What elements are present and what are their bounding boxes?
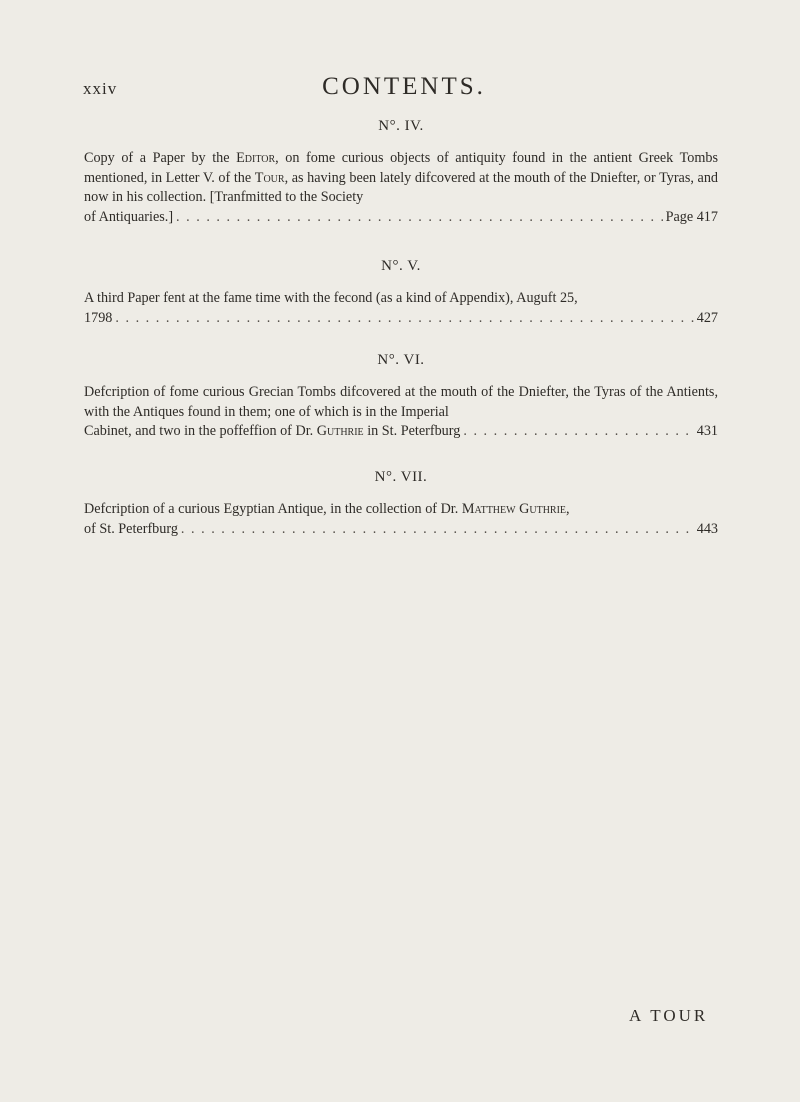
- entry-number: N°. V.: [381, 258, 421, 274]
- entry-number: N°. IV.: [378, 118, 424, 134]
- page-reference: 431: [696, 423, 718, 439]
- entry-text: Defcription of a curious Egyptian Antique, in the collection of Dr. Matthew Guthrie, of St. Peterfburg . . . 443: [84, 500, 718, 539]
- page-reference: 427: [696, 309, 718, 326]
- entry-text: Defcription of fome curious Grecian Tombs difcovered at the mouth of the Dniefter, the Tyras of the Antients, with the Antiques found in them; one of which is in the Imperial Cabinet, and two in the poffeffion of Dr. Guthrie in St. Peterfburg . . . 431: [84, 383, 718, 442]
- contents-entry-7: [84, 469, 718, 539]
- contents-entry-5: [84, 258, 718, 328]
- page-number: xxiv: [83, 79, 118, 98]
- entry-text: Copy of a Paper by the Editor, on fome curious objects of antiquity found in the antient Greek Tombs mentioned, in Letter V. of the Tour, as having been lately difcovered at the mouth of the Dniefter, or Tyras, and now in his collection. [Tranfmitted to the Society of Antiquaries.] . . . Page 417: [84, 149, 718, 227]
- dot-leader: [181, 520, 694, 540]
- entry-number: N°. VI.: [377, 352, 425, 368]
- entry-text: A third Paper fent at the fame time with the fecond (as a kind of Appendix), Auguft 25, 1798 . . . 427: [84, 289, 718, 328]
- dot-leader: [176, 208, 663, 228]
- page-reference: 443: [696, 520, 718, 537]
- dot-leader: [463, 422, 693, 442]
- catchword: A TOUR: [629, 1006, 709, 1025]
- page-reference: Page 417: [665, 208, 718, 225]
- dot-leader: [115, 309, 693, 329]
- contents-entry-4: [84, 118, 718, 227]
- entry-number: N°. VII.: [374, 469, 428, 485]
- contents-entry-6: [84, 352, 718, 442]
- page-title: CONTENTS.: [322, 73, 486, 100]
